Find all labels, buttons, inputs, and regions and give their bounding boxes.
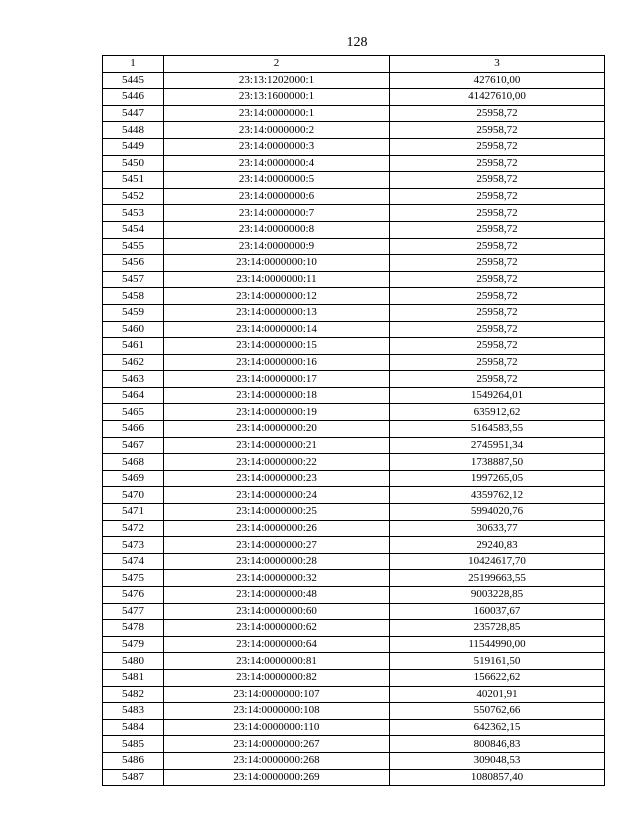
value-cell: 5994020,76 [390,504,605,521]
cadastral-number-cell: 23:13:1600000:1 [164,89,390,106]
cadastral-number-cell: 23:13:1202000:1 [164,72,390,89]
value-cell: 25958,72 [390,138,605,155]
table-row [103,105,605,122]
row-number-cell: 5454 [103,221,164,238]
cadastral-number-cell: 23:14:0000000:81 [164,653,390,670]
row-number-cell: 5487 [103,769,164,786]
row-number-cell: 5480 [103,653,164,670]
table-row [103,205,605,222]
row-number-cell: 5451 [103,172,164,189]
column-header-3: 3 [390,56,605,73]
table-row [103,354,605,371]
value-cell: 29240,83 [390,537,605,554]
cadastral-number-cell: 23:14:0000000:28 [164,553,390,570]
row-number-cell: 5457 [103,271,164,288]
cadastral-number-cell: 23:14:0000000:10 [164,255,390,272]
row-number-cell: 5475 [103,570,164,587]
table-row [103,686,605,703]
cadastral-number-cell: 23:14:0000000:269 [164,769,390,786]
table-row [103,504,605,521]
value-cell: 30633,77 [390,520,605,537]
table-row [103,736,605,753]
table-row [103,271,605,288]
row-number-cell: 5446 [103,89,164,106]
row-number-cell: 5464 [103,387,164,404]
value-cell: 5164583,55 [390,421,605,438]
row-number-cell: 5465 [103,404,164,421]
row-number-cell: 5456 [103,255,164,272]
cadastral-number-cell: 23:14:0000000:1 [164,105,390,122]
table-row [103,703,605,720]
row-number-cell: 5484 [103,719,164,736]
row-number-cell: 5471 [103,504,164,521]
value-cell: 25958,72 [390,172,605,189]
table-row [103,371,605,388]
value-cell: 11544990,00 [390,636,605,653]
value-cell: 2745951,34 [390,437,605,454]
value-cell: 1997265,05 [390,470,605,487]
row-number-cell: 5460 [103,321,164,338]
table-row [103,719,605,736]
value-cell: 642362,15 [390,719,605,736]
table-row [103,255,605,272]
cadastral-number-cell: 23:14:0000000:13 [164,304,390,321]
value-cell: 156622,62 [390,669,605,686]
cadastral-number-cell: 23:14:0000000:268 [164,752,390,769]
table-row [103,338,605,355]
cadastral-number-cell: 23:14:0000000:82 [164,669,390,686]
table-row [103,520,605,537]
row-number-cell: 5449 [103,138,164,155]
page-number: 128 [346,35,368,50]
data-table [102,55,605,786]
cadastral-number-cell: 23:14:0000000:21 [164,437,390,454]
table-row [103,238,605,255]
column-header-2: 2 [164,56,390,73]
value-cell: 41427610,00 [390,89,605,106]
value-cell: 25958,72 [390,155,605,172]
row-number-cell: 5486 [103,752,164,769]
value-cell: 309048,53 [390,752,605,769]
row-number-cell: 5468 [103,454,164,471]
cadastral-number-cell: 23:14:0000000:14 [164,321,390,338]
cadastral-number-cell: 23:14:0000000:267 [164,736,390,753]
value-cell: 519161,50 [390,653,605,670]
table-row [103,304,605,321]
table-row [103,138,605,155]
table-row [103,155,605,172]
row-number-cell: 5453 [103,205,164,222]
row-number-cell: 5462 [103,354,164,371]
row-number-cell: 5472 [103,520,164,537]
cadastral-number-cell: 23:14:0000000:18 [164,387,390,404]
cadastral-number-cell: 23:14:0000000:19 [164,404,390,421]
cadastral-number-cell: 23:14:0000000:3 [164,138,390,155]
cadastral-number-cell: 23:14:0000000:48 [164,587,390,604]
value-cell: 25958,72 [390,122,605,139]
table-row [103,620,605,637]
row-number-cell: 5448 [103,122,164,139]
cadastral-number-cell: 23:14:0000000:60 [164,603,390,620]
cadastral-number-cell: 23:14:0000000:25 [164,504,390,521]
cadastral-number-cell: 23:14:0000000:32 [164,570,390,587]
value-cell: 40201,91 [390,686,605,703]
cadastral-number-cell: 23:14:0000000:20 [164,421,390,438]
table-header [103,56,605,73]
cadastral-number-cell: 23:14:0000000:108 [164,703,390,720]
cadastral-number-cell: 23:14:0000000:23 [164,470,390,487]
table-row [103,553,605,570]
value-cell: 25958,72 [390,105,605,122]
cadastral-number-cell: 23:14:0000000:15 [164,338,390,355]
value-cell: 25958,72 [390,271,605,288]
row-number-cell: 5470 [103,487,164,504]
table-row [103,537,605,554]
cadastral-number-cell: 23:14:0000000:24 [164,487,390,504]
cadastral-number-cell: 23:14:0000000:16 [164,354,390,371]
row-number-cell: 5476 [103,587,164,604]
cadastral-number-cell: 23:14:0000000:110 [164,719,390,736]
row-number-cell: 5458 [103,288,164,305]
table-row [103,603,605,620]
value-cell: 25958,72 [390,371,605,388]
table-row [103,404,605,421]
table-row [103,487,605,504]
row-number-cell: 5473 [103,537,164,554]
cadastral-number-cell: 23:14:0000000:62 [164,620,390,637]
row-number-cell: 5459 [103,304,164,321]
table-row [103,437,605,454]
row-number-cell: 5478 [103,620,164,637]
value-cell: 25199663,55 [390,570,605,587]
table-row [103,321,605,338]
value-cell: 427610,00 [390,72,605,89]
cadastral-number-cell: 23:14:0000000:2 [164,122,390,139]
row-number-cell: 5447 [103,105,164,122]
cadastral-number-cell: 23:14:0000000:11 [164,271,390,288]
row-number-cell: 5467 [103,437,164,454]
row-number-cell: 5481 [103,669,164,686]
value-cell: 9003228,85 [390,587,605,604]
value-cell: 1549264,01 [390,387,605,404]
row-number-cell: 5466 [103,421,164,438]
table-row [103,587,605,604]
value-cell: 25958,72 [390,238,605,255]
value-cell: 25958,72 [390,304,605,321]
value-cell: 25958,72 [390,288,605,305]
row-number-cell: 5485 [103,736,164,753]
table-row [103,72,605,89]
value-cell: 10424617,70 [390,553,605,570]
value-cell: 4359762,12 [390,487,605,504]
table-row [103,454,605,471]
table-row [103,188,605,205]
cadastral-number-cell: 23:14:0000000:22 [164,454,390,471]
row-number-cell: 5479 [103,636,164,653]
value-cell: 25958,72 [390,188,605,205]
table-row [103,89,605,106]
row-number-cell: 5477 [103,603,164,620]
value-cell: 25958,72 [390,205,605,222]
row-number-cell: 5461 [103,338,164,355]
value-cell: 25958,72 [390,221,605,238]
cadastral-number-cell: 23:14:0000000:5 [164,172,390,189]
cadastral-number-cell: 23:14:0000000:64 [164,636,390,653]
value-cell: 800846,83 [390,736,605,753]
table-row [103,669,605,686]
table-row [103,122,605,139]
table-row [103,570,605,587]
cadastral-number-cell: 23:14:0000000:9 [164,238,390,255]
cadastral-number-cell: 23:14:0000000:107 [164,686,390,703]
row-number-cell: 5452 [103,188,164,205]
table-row [103,653,605,670]
value-cell: 160037,67 [390,603,605,620]
table-row [103,172,605,189]
cadastral-number-cell: 23:14:0000000:8 [164,221,390,238]
cadastral-number-cell: 23:14:0000000:17 [164,371,390,388]
row-number-cell: 5445 [103,72,164,89]
table-row [103,470,605,487]
table-row [103,769,605,786]
value-cell: 635912,62 [390,404,605,421]
header-row [103,56,605,73]
row-number-cell: 5455 [103,238,164,255]
value-cell: 1738887,50 [390,454,605,471]
value-cell: 550762,66 [390,703,605,720]
value-cell: 25958,72 [390,321,605,338]
value-cell: 25958,72 [390,354,605,371]
cadastral-number-cell: 23:14:0000000:12 [164,288,390,305]
value-cell: 235728,85 [390,620,605,637]
cadastral-number-cell: 23:14:0000000:27 [164,537,390,554]
cadastral-number-cell: 23:14:0000000:6 [164,188,390,205]
value-cell: 25958,72 [390,255,605,272]
row-number-cell: 5474 [103,553,164,570]
column-header-1: 1 [103,56,164,73]
cadastral-number-cell: 23:14:0000000:7 [164,205,390,222]
cadastral-number-cell: 23:14:0000000:4 [164,155,390,172]
value-cell: 1080857,40 [390,769,605,786]
table-row [103,752,605,769]
table-row [103,421,605,438]
row-number-cell: 5450 [103,155,164,172]
row-number-cell: 5469 [103,470,164,487]
table-row [103,288,605,305]
row-number-cell: 5482 [103,686,164,703]
value-cell: 25958,72 [390,338,605,355]
row-number-cell: 5483 [103,703,164,720]
cadastral-number-cell: 23:14:0000000:26 [164,520,390,537]
table-body [103,72,605,786]
table-row [103,387,605,404]
row-number-cell: 5463 [103,371,164,388]
table-row [103,221,605,238]
table-row [103,636,605,653]
